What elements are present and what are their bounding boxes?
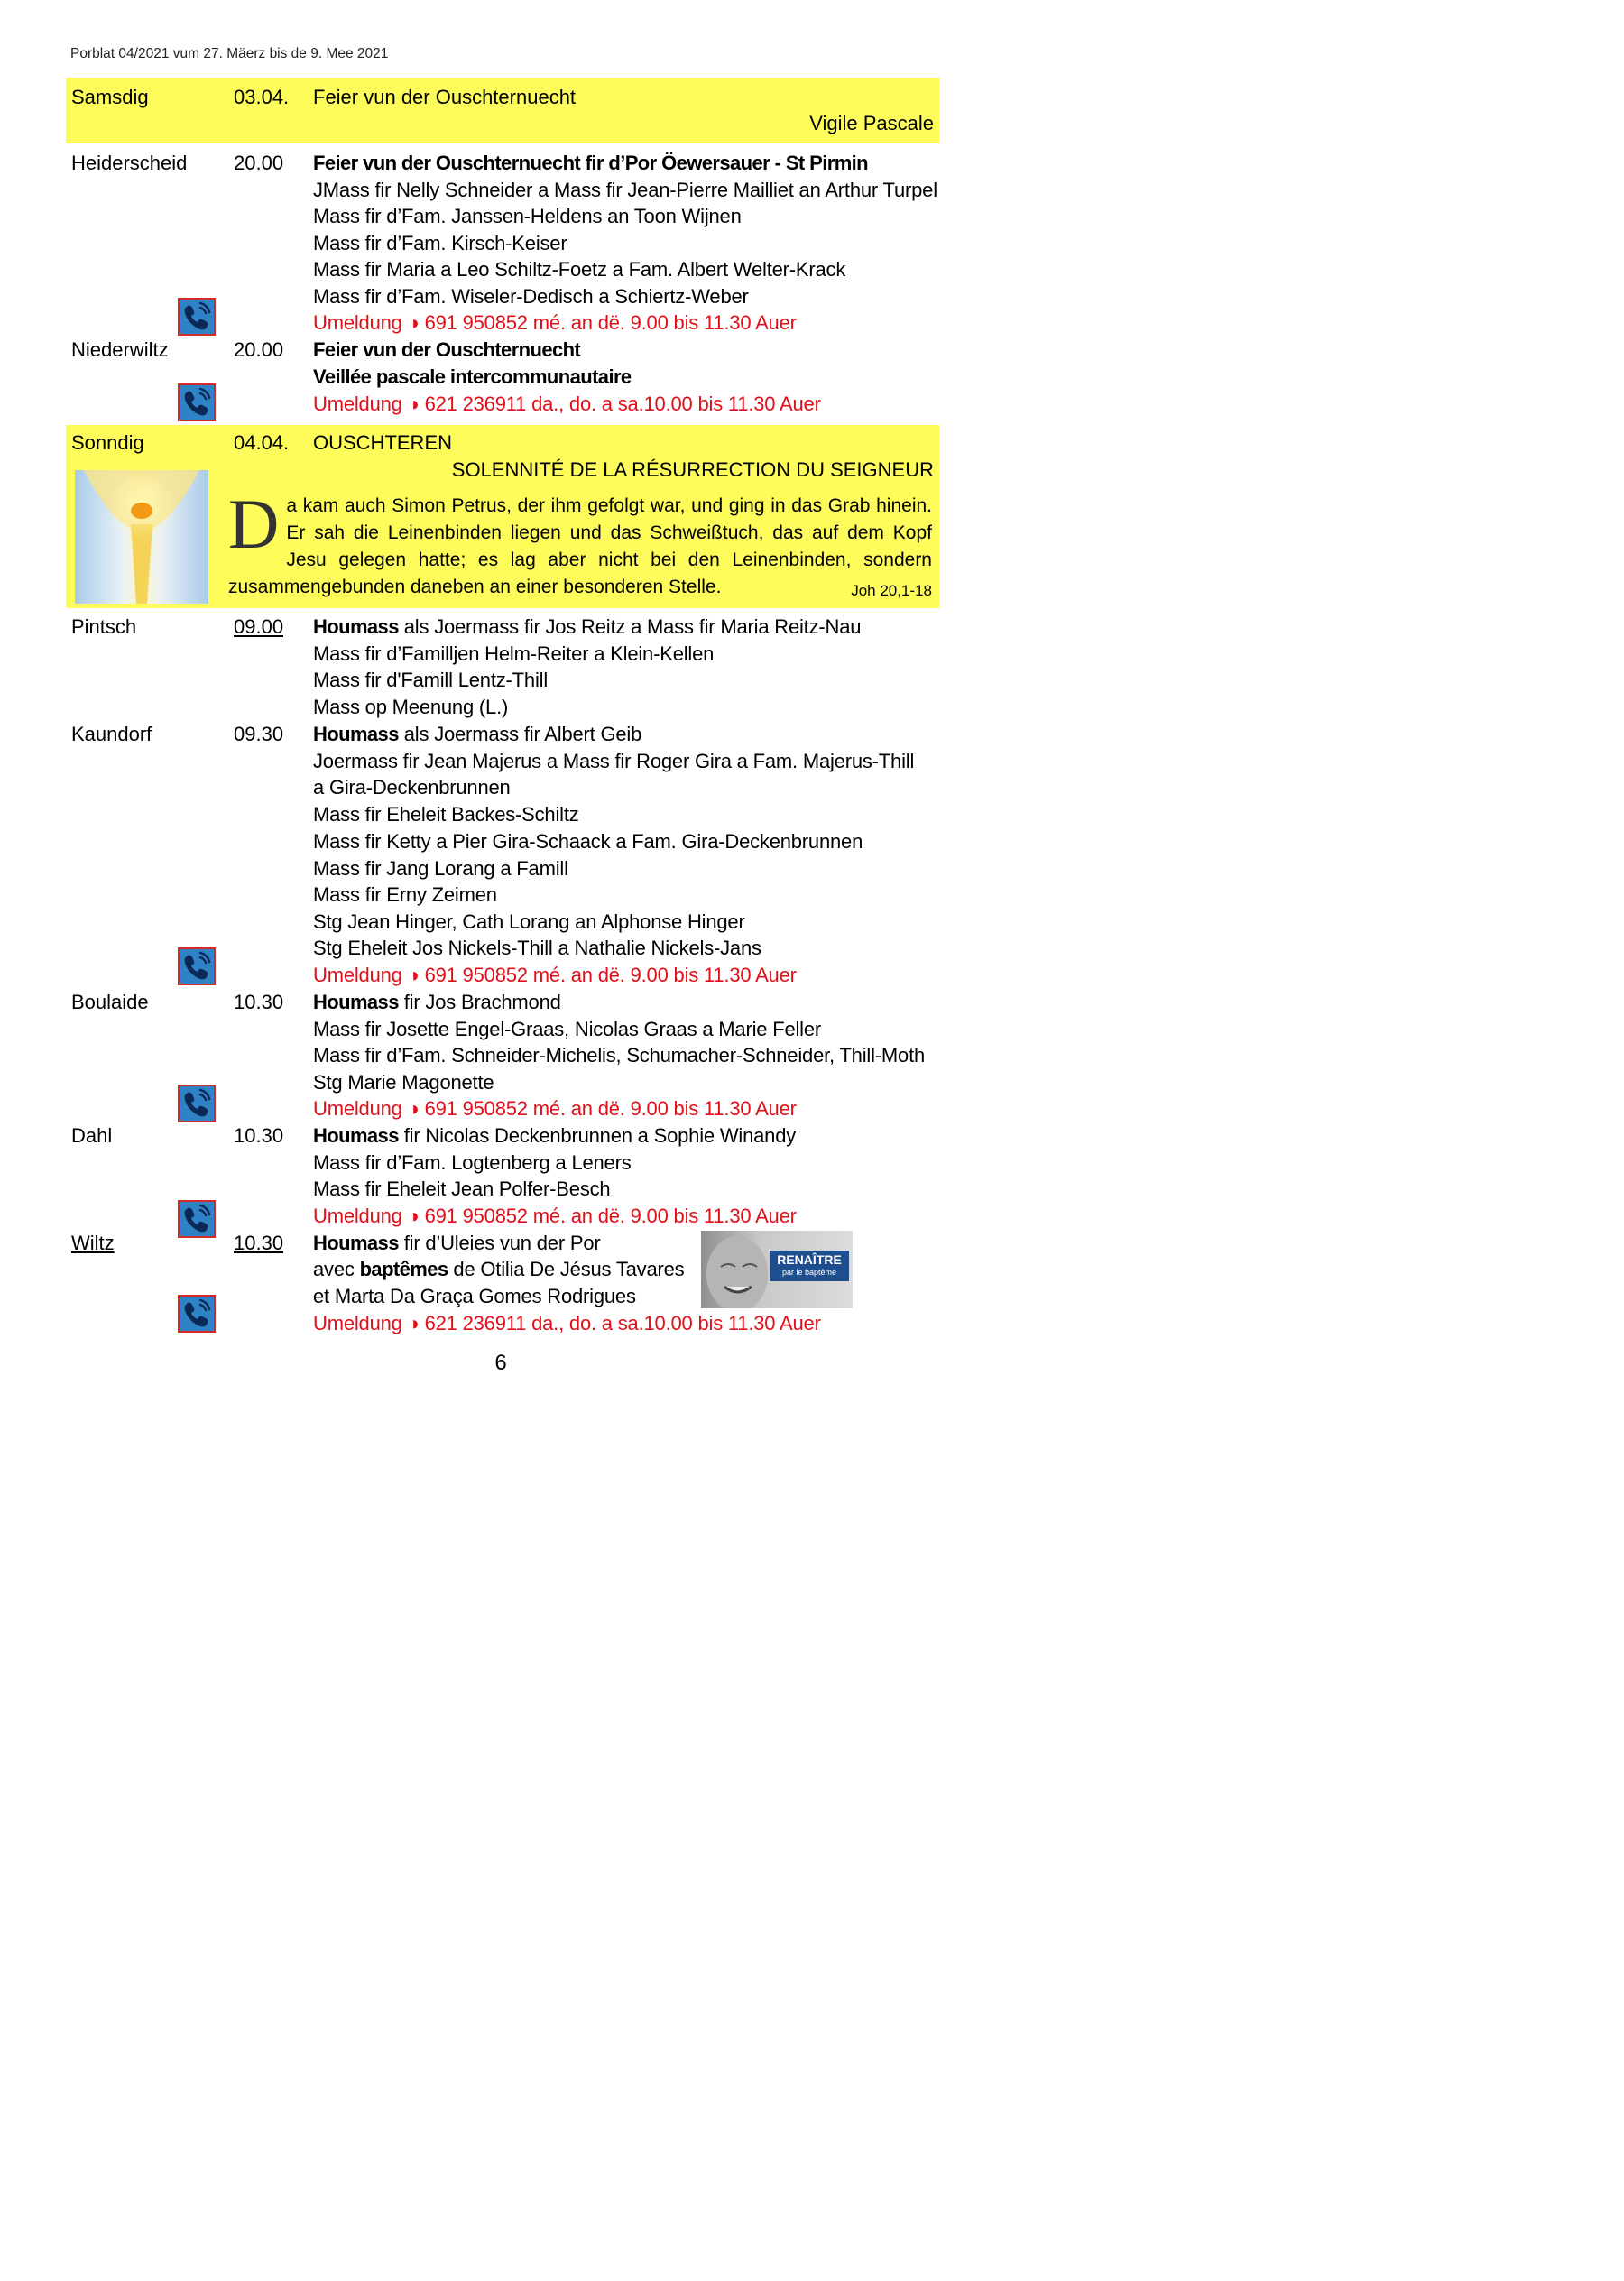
phone-icon[interactable] [178, 383, 216, 421]
heiderscheid-line: Mass fir Maria a Leo Schiltz-Foetz a Fam. Albert Welter-Krack [313, 258, 846, 281]
houmass-label: Houmass [313, 1232, 399, 1254]
samsdig-subtitle: Vigile Pascale [809, 112, 934, 134]
gospel-reference: Joh 20,1-18 [851, 582, 932, 599]
pintsch-time: 09.00 [234, 615, 284, 638]
dahl-line: Mass fir Eheleit Jean Polfer-Besch [313, 1177, 611, 1200]
boulaide-line: Mass fir Josette Engel-Graas, Nicolas Graas a Marie Feller [313, 1018, 822, 1040]
sonndig-title: OUSCHTEREN [313, 431, 453, 454]
heiderscheid-line: Mass fir d’Fam. Janssen-Heldens an Toon Wijnen [313, 205, 742, 227]
gospel-body: a kam auch Simon Petrus, der ihm gefolgt war, und ging in das Grab hinein. Er sah die Leinenbinden liegen und das Schweißtuch, das auf dem Kopf Jesu gelegen hatte; es lag aber nicht bei den Leinenbinden, sondern zusammengebunden daneben an einer besonderen Stelle. [228, 495, 932, 597]
kaundorf-line: a Gira-Deckenbrunnen [313, 776, 511, 799]
kaundorf-first-rest: als Joermass fir Albert Geib [398, 723, 642, 745]
phone-icon[interactable] [178, 1295, 216, 1333]
baptemes-label: baptêmes [359, 1258, 448, 1280]
kaundorf-line: Mass fir Ketty a Pier Gira-Schaack a Fam. Gira-Deckenbrunnen [313, 830, 863, 853]
phone-icon[interactable] [178, 1085, 216, 1122]
wiltz-line2-rest: de Otilia De Jésus Tavares [448, 1258, 685, 1280]
badge-subtitle: par le baptême [781, 1268, 837, 1277]
boulaide-first-line [313, 989, 561, 1016]
page-number: 6 [494, 1351, 507, 1375]
heiderscheid-umeldung: Umeldung ◑ 691 950852 mé. an dë. 9.00 bis 11.30 Auer [313, 311, 797, 334]
kaundorf-place: Kaundorf [71, 723, 152, 745]
niederwiltz-place: Niederwiltz [71, 338, 169, 361]
kaundorf-line: Mass fir Jang Lorang a Famill [313, 857, 568, 880]
sonndig-date: 04.04. [234, 431, 290, 454]
heiderscheid-place: Heiderscheid [71, 152, 188, 174]
gospel-text [228, 485, 932, 605]
kaundorf-umeldung: Umeldung ◑ 691 950852 mé. an dë. 9.00 bis 11.30 Auer [313, 964, 797, 986]
pintsch-line: Mass fir d’Familljen Helm-Reiter a Klein-Kellen [313, 642, 715, 665]
boulaide-line: Stg Marie Magonette [313, 1071, 494, 1094]
niederwiltz-title2: Veillée pascale intercommunautaire [313, 365, 632, 388]
dahl-first-rest: fir Nicolas Deckenbrunnen a Sophie Winandy [398, 1124, 797, 1147]
phone-icon[interactable] [178, 298, 216, 336]
kaundorf-line: Stg Eheleit Jos Nickels-Thill a Nathalie Nickels-Jans [313, 937, 761, 959]
boulaide-first-rest: fir Jos Brachmond [398, 991, 561, 1013]
houmass-label: Houmass [313, 991, 399, 1013]
samsdig-day: Samsdig [71, 86, 149, 108]
dahl-place: Dahl [71, 1124, 113, 1147]
houmass-label: Houmass [313, 615, 399, 638]
dahl-line: Mass fir d’Fam. Logtenberg a Leners [313, 1151, 632, 1174]
wiltz-place: Wiltz [71, 1232, 115, 1254]
kaundorf-line: Mass fir Eheleit Backes-Schiltz [313, 803, 579, 826]
houmass-label: Houmass [313, 723, 399, 745]
wiltz-umeldung: Umeldung ◑ 621 236911 da., do. a sa.10.00 bis 11.30 Auer [313, 1312, 821, 1334]
wiltz-line-2 [313, 1256, 684, 1283]
angel-image [75, 470, 208, 604]
pintsch-first-line [313, 614, 861, 641]
kaundorf-line: Stg Jean Hinger, Cath Lorang an Alphonse Hinger [313, 910, 745, 933]
wiltz-first-line [313, 1230, 601, 1257]
sonndig-day: Sonndig [71, 431, 144, 454]
dahl-time: 10.30 [234, 1124, 284, 1147]
niederwiltz-umeldung: Umeldung ◑ 621 236911 da., do. a sa.10.00 bis 11.30 Auer [313, 392, 821, 415]
dropcap-letter: D [228, 485, 280, 563]
pintsch-line: Mass op Meenung (L.) [313, 696, 509, 718]
dahl-umeldung: Umeldung ◑ 691 950852 mé. an dë. 9.00 bis 11.30 Auer [313, 1205, 797, 1227]
wiltz-line2-pre: avec [313, 1258, 360, 1280]
heiderscheid-title: Feier vun der Ouschternuecht fir d’Por Öewersauer - St Pirmin [313, 152, 869, 174]
houmass-label: Houmass [313, 1124, 399, 1147]
samsdig-date: 03.04. [234, 86, 290, 108]
heiderscheid-line: Mass fir d’Fam. Wiseler-Dedisch a Schiertz-Weber [313, 285, 749, 308]
boulaide-line: Mass fir d’Fam. Schneider-Michelis, Schumacher-Schneider, Thill-Moth [313, 1044, 926, 1067]
wiltz-time: 10.30 [234, 1232, 284, 1254]
pintsch-first-rest: als Joermass fir Jos Reitz a Mass fir Maria Reitz-Nau [398, 615, 862, 638]
boulaide-umeldung: Umeldung ◑ 691 950852 mé. an dë. 9.00 bis 11.30 Auer [313, 1097, 797, 1120]
page-header: Porblat 04/2021 vum 27. Mäerz bis de 9. Mee 2021 [70, 46, 389, 61]
heiderscheid-line: Mass fir d’Fam. Kirsch-Keiser [313, 232, 567, 254]
phone-icon[interactable] [178, 1200, 216, 1238]
sonndig-subtitle: SOLENNITÉ DE LA RÉSURRECTION DU SEIGNEUR [451, 458, 934, 481]
kaundorf-line: Joermass fir Jean Majerus a Mass fir Roger Gira a Fam. Majerus-Thill [313, 750, 915, 772]
heiderscheid-time: 20.00 [234, 152, 284, 174]
pintsch-line: Mass fir d'Famill Lentz-Thill [313, 669, 549, 691]
boulaide-place: Boulaide [71, 991, 149, 1013]
badge-title: RENAÎTRE [777, 1252, 842, 1267]
wiltz-first-rest: fir d’Uleies vun der Por [398, 1232, 601, 1254]
boulaide-time: 10.30 [234, 991, 284, 1013]
samsdig-title: Feier vun der Ouschternuecht [313, 86, 577, 108]
baptism-photo [701, 1231, 853, 1308]
heiderscheid-line: JMass fir Nelly Schneider a Mass fir Jean-Pierre Mailliet an Arthur Turpel [313, 179, 937, 201]
niederwiltz-title: Feier vun der Ouschternuecht [313, 338, 581, 361]
pintsch-place: Pintsch [71, 615, 137, 638]
kaundorf-time: 09.30 [234, 723, 284, 745]
kaundorf-line: Mass fir Erny Zeimen [313, 883, 497, 906]
dahl-first-line [313, 1122, 796, 1150]
kaundorf-first-line [313, 721, 641, 748]
phone-icon[interactable] [178, 947, 216, 985]
niederwiltz-time: 20.00 [234, 338, 284, 361]
wiltz-line-3: et Marta Da Graça Gomes Rodrigues [313, 1285, 636, 1307]
